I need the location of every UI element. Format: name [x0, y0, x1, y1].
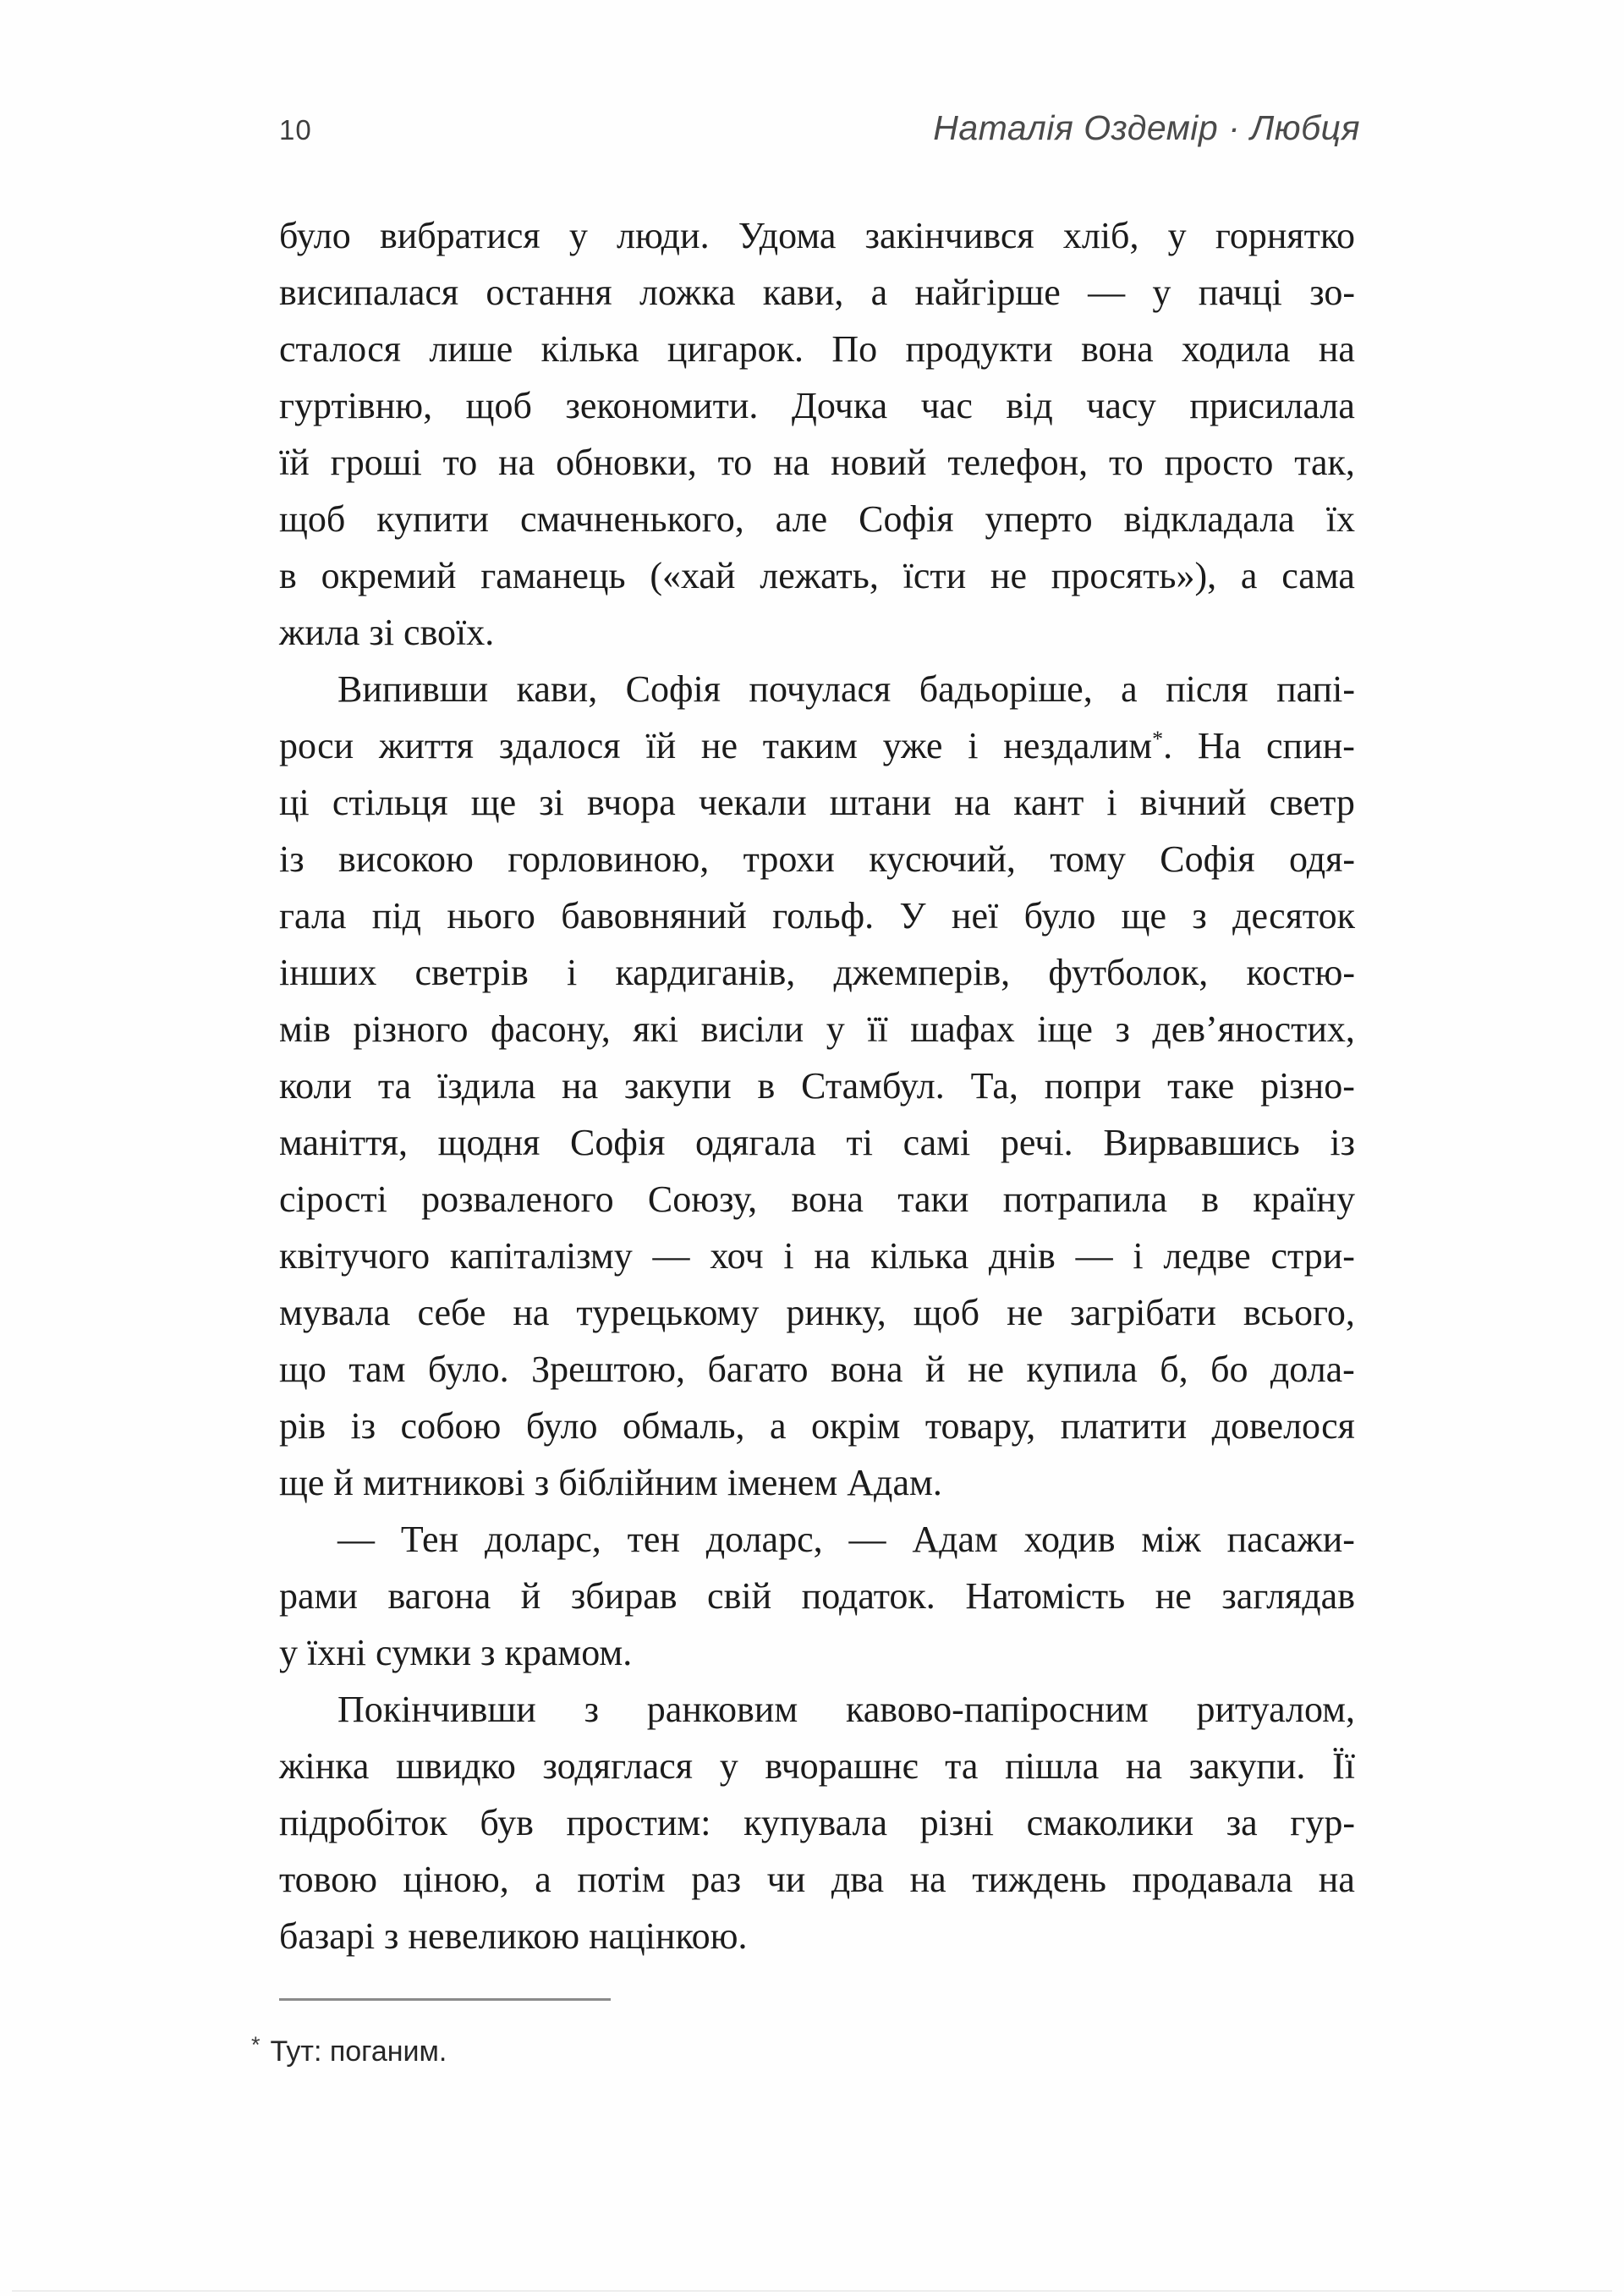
body-line: ще й митникові з біблійним іменем Адам. [279, 1462, 942, 1503]
body-line: щоб купити смачненького, але Софія уперто відкладала їх [279, 498, 1355, 540]
body-line: сірості розваленого Союзу, вона таки потрапила в країну [279, 1178, 1355, 1220]
body-line: Покінчивши з ранковим кавово-папіросним ритуалом, [337, 1689, 1355, 1730]
page-header [279, 108, 1360, 152]
body-line: що там було. Зрештою, багато вона й не купила б, бо дола- [279, 1348, 1355, 1390]
body-line: мів різного фасону, які висіли у її шафах іще з дев’яностих, [279, 1008, 1355, 1050]
footnote [251, 2024, 447, 2073]
page-number: 10 [279, 114, 312, 146]
body-line: мувала себе на турецькому ринку, щоб не загрібати всього, [279, 1292, 1355, 1333]
body-line: рами вагона й збирав свій податок. Натомість не заглядав [279, 1575, 1355, 1617]
footnote-text: Тут: поганим. [270, 2035, 447, 2068]
body-line: жила зі своїх. [279, 612, 495, 653]
body-line: Випивши кави, Софія почулася бадьоріше, а після папі- [337, 668, 1355, 710]
body-line: ці стільця ще зі вчора чекали штани на кант і вічний светр [279, 782, 1355, 823]
body-line: гала під нього бавовняний гольф. У неї було ще з десяток [279, 895, 1355, 937]
running-head: Наталія Оздемір · Любця [933, 108, 1360, 147]
body-line: сталося лише кілька цигарок. По продукти вона ходила на [279, 328, 1355, 370]
body-line: висипалася остання ложка кави, а найгірше — у пачці зо- [279, 272, 1355, 313]
body-line: із високою горловиною, трохи кусючий, тому Софія одя- [279, 838, 1355, 880]
footnote-marker: * [251, 2032, 261, 2057]
body-line: базарі з невеликою націнкою. [279, 1915, 748, 1957]
body-line: було вибратися у люди. Удома закінчився хліб, у горнятко [279, 215, 1355, 256]
body-line: квітучого капіталізму — хоч і на кілька днів — і ледве стри- [279, 1235, 1355, 1277]
footnote-separator [279, 1998, 611, 2001]
body-line: коли та їздила на закупи в Стамбул. Та, попри таке різно- [279, 1065, 1355, 1107]
body-line: їй гроші то на обновки, то на новий телефон, то просто так, [279, 442, 1355, 483]
body-line: роси життя здалося їй не таким уже і нездалим*. На спин- [279, 725, 1355, 766]
body-line: товою ціною, а потім раз чи два на тиждень продавала на [279, 1859, 1355, 1900]
body-line: в окремий гаманець («хай лежать, їсти не просять»), а сама [279, 555, 1355, 596]
body-line: підробіток був простим: купувала різні смаколики за гур- [279, 1802, 1355, 1843]
body-line: гуртівню, щоб зекономити. Дочка час від часу присилала [279, 385, 1355, 426]
body-text [279, 207, 1355, 1964]
page-bottom-edge [12, 2290, 1612, 2292]
body-line: — Тен доларс, тен доларс, — Адам ходив між пасажи- [337, 1519, 1355, 1560]
body-line: рів із собою було обмаль, а окрім товару, платити довелося [279, 1405, 1355, 1447]
body-line: маніття, щодня Софія одягала ті самі речі. Вирвавшись із [279, 1122, 1355, 1163]
body-line: жінка швидко зодяглася у вчорашнє та пішла на закупи. Її [279, 1745, 1355, 1787]
body-line: інших светрів і кардиганів, джемперів, футболок, костю- [279, 952, 1355, 993]
body-line: у їхні сумки з крамом. [279, 1632, 633, 1673]
